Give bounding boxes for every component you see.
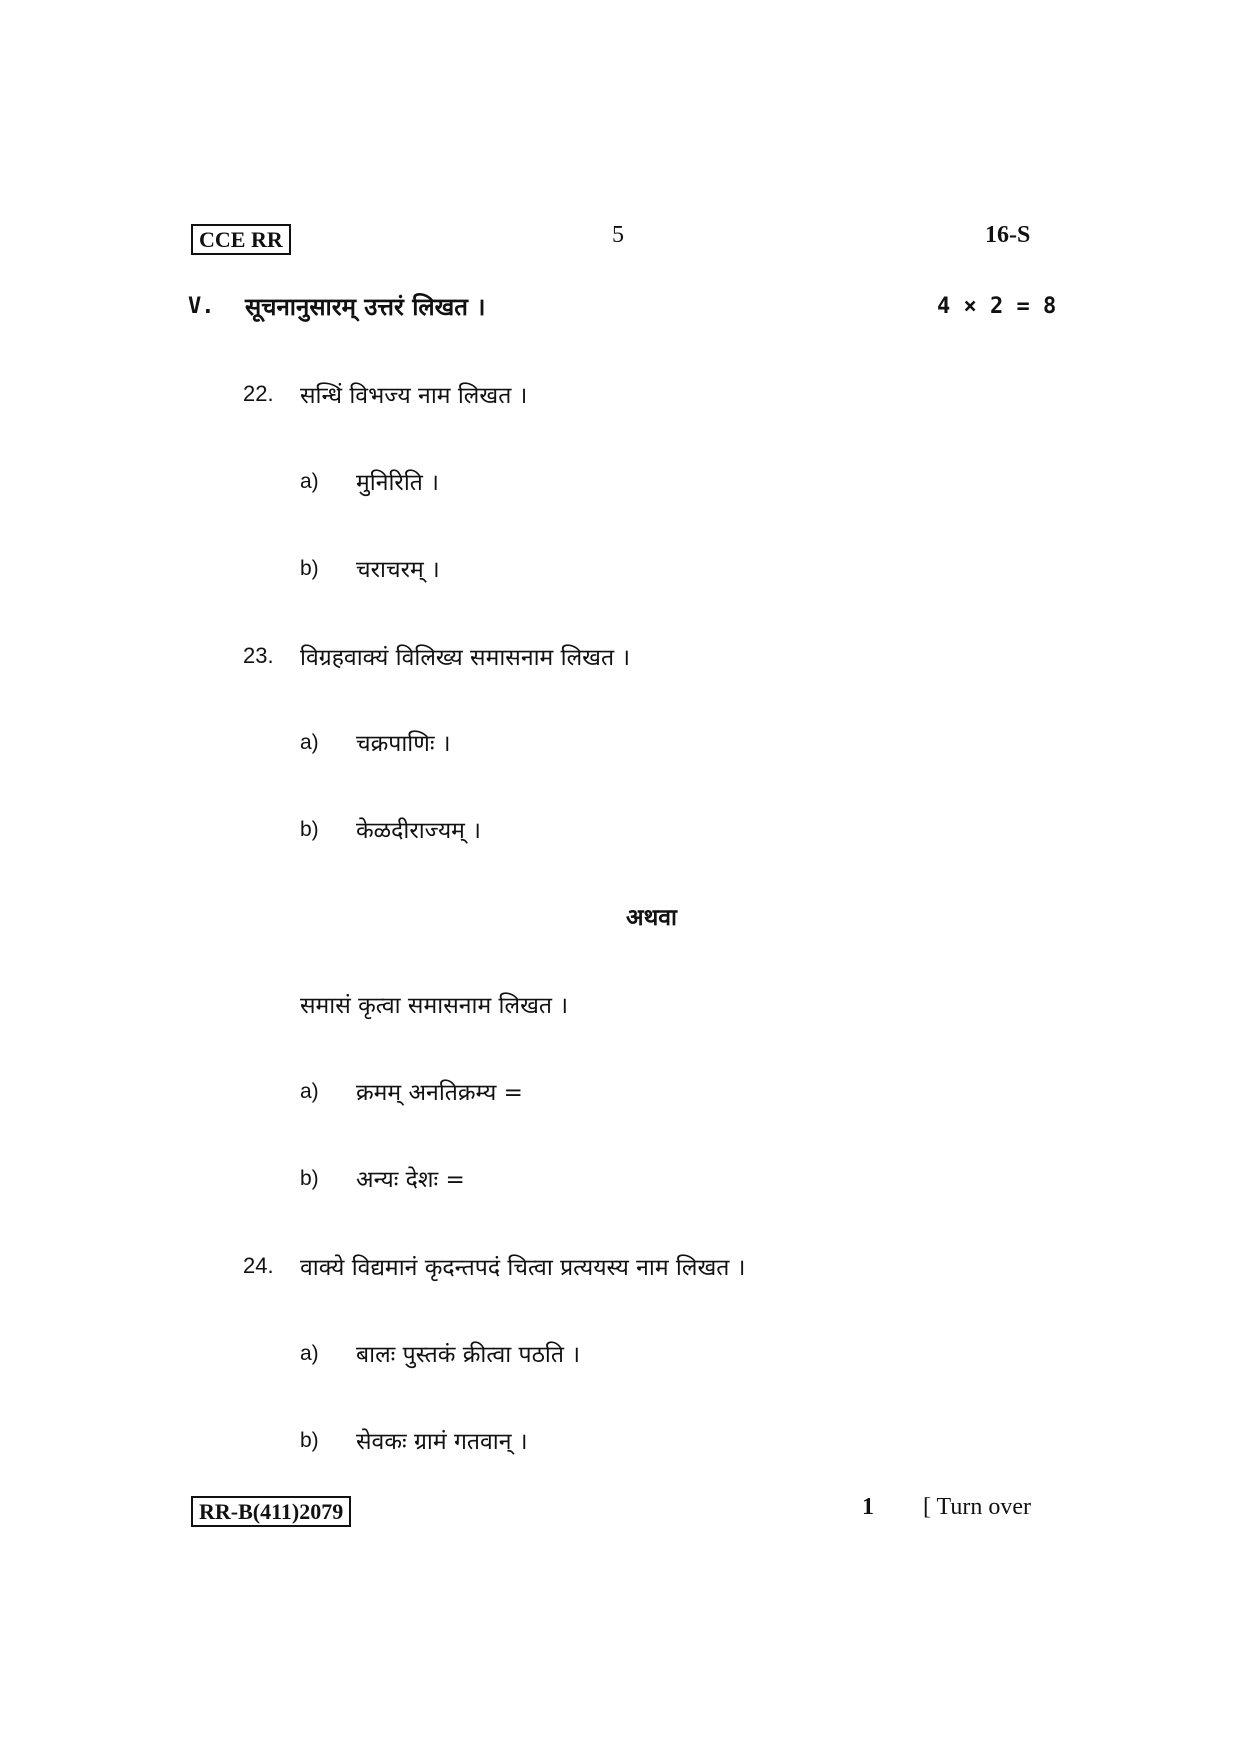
option-text: केळदीराज्यम् ।	[356, 818, 481, 844]
option-label: b)	[300, 1429, 319, 1452]
option-label: a)	[300, 470, 319, 493]
booklet-code: RR-B(411)2079	[199, 1499, 344, 1524]
turn-over-note: [ Turn over	[923, 1494, 1032, 1520]
subject-code: 16-S	[985, 222, 1031, 248]
option-text: सेवकः ग्रामं गतवान् ।	[356, 1429, 528, 1455]
alternative-question-text: समासं कृत्वा समासनाम लिखत ।	[300, 993, 569, 1019]
booklet-code-box	[191, 1496, 351, 1527]
question-number: 22.	[243, 381, 274, 406]
option-label: a)	[300, 1342, 319, 1365]
section-instruction: सूचनानुसारम् उत्तरं लिखत ।	[245, 293, 486, 321]
option-text: चराचरम् ।	[356, 557, 440, 583]
question-text: विग्रहवाक्यं विलिख्य समासनाम लिखत ।	[300, 645, 631, 671]
question-number: 24.	[243, 1253, 274, 1278]
page-number: 5	[612, 222, 624, 248]
paper-code-box	[191, 224, 291, 255]
question-text: वाक्ये विद्यमानं कृदन्तपदं चित्वा प्रत्ययस्य नाम लिखत ।	[300, 1255, 746, 1281]
option-label: a)	[300, 731, 319, 754]
option-text: बालः पुस्तकं क्रीत्वा पठति ।	[356, 1342, 581, 1368]
question-text: सन्धिं विभज्य नाम लिखत ।	[300, 383, 528, 409]
or-separator: अथवा	[626, 905, 678, 931]
option-label: b)	[300, 818, 319, 841]
option-text: क्रमम् अनतिक्रम्य =	[356, 1080, 523, 1106]
option-text: मुनिरिति ।	[356, 470, 439, 496]
question-number: 23.	[243, 643, 274, 668]
option-label: a)	[300, 1080, 319, 1103]
section-marks: 4 × 2 = 8	[937, 294, 1057, 319]
section-number: V.	[188, 294, 215, 319]
sheet-number: 1	[862, 1494, 874, 1520]
paper-code: CCE RR	[199, 227, 283, 252]
option-label: b)	[300, 557, 319, 580]
option-text: अन्यः देशः =	[356, 1167, 465, 1193]
option-label: b)	[300, 1167, 319, 1190]
option-text: चक्रपाणिः ।	[356, 731, 451, 757]
